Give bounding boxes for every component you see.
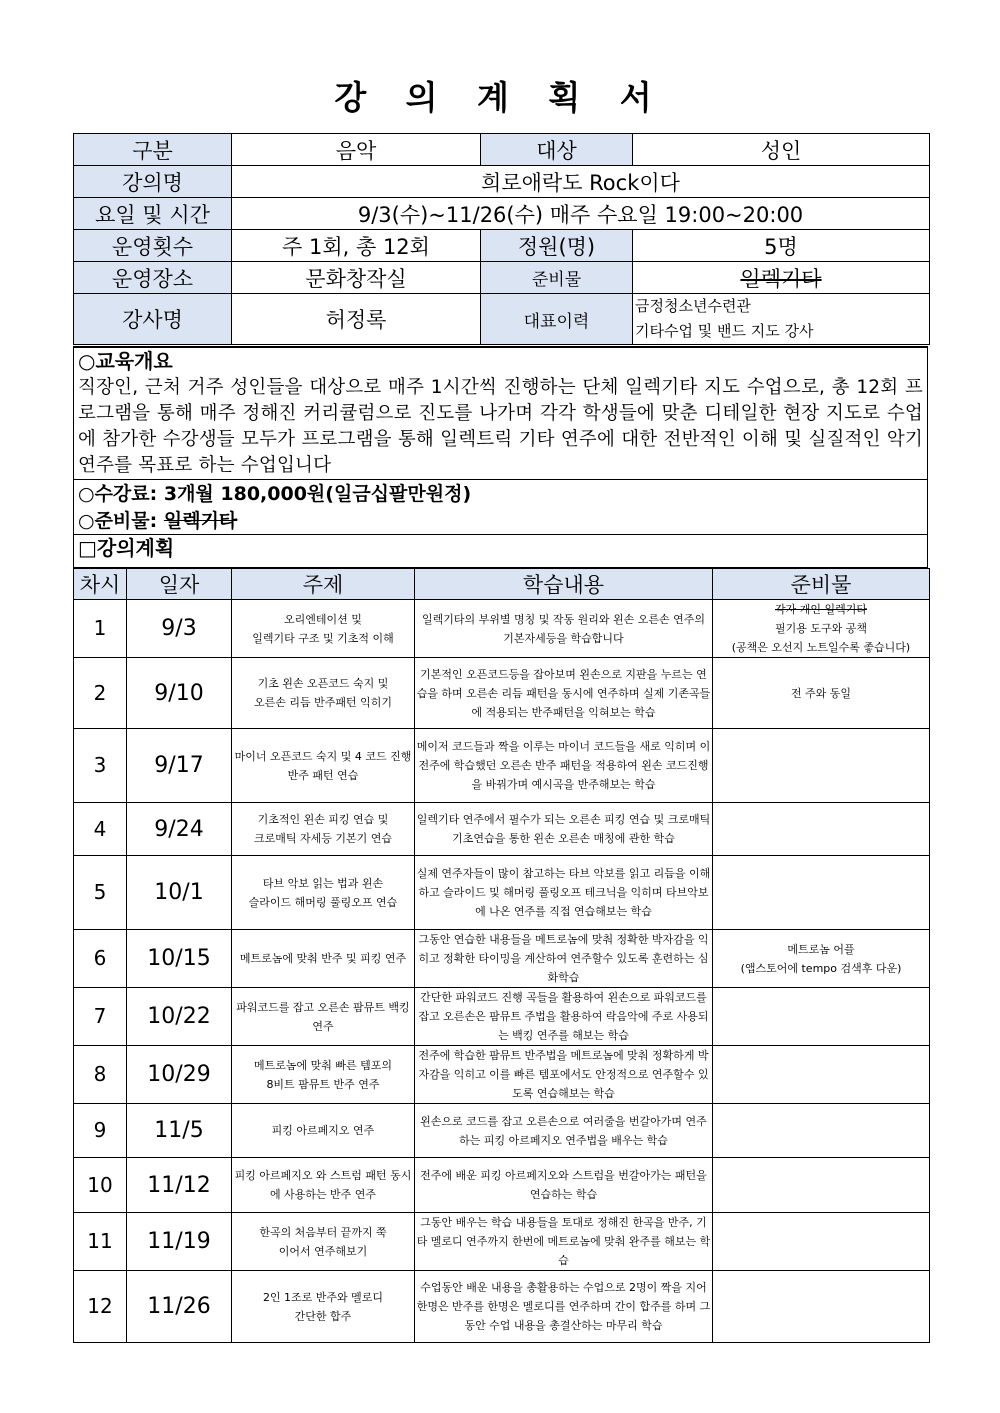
session-content: 기본적인 오픈코드등을 잡아보며 왼손으로 지판을 누르는 연습을 하며 오른손 리듬 패턴을 동시에 연주하며 실제 기존곡들에 적용되는 반주패턴을 익혀보는 학습	[415, 658, 713, 729]
plan-row	[74, 658, 930, 729]
plan-row	[74, 988, 930, 1046]
col-date: 일자	[127, 569, 232, 600]
session-supplies	[713, 1213, 930, 1271]
session-supplies	[713, 1271, 930, 1343]
session-supplies-line: 메트로놈 어플	[787, 942, 855, 956]
session-supplies	[713, 729, 930, 803]
session-topic-line: 간단한 합주	[294, 1309, 352, 1323]
session-topic-line: 타브 악보 읽는 법과 왼손	[262, 876, 384, 890]
instructor-value: 허정록	[232, 294, 481, 345]
category-value: 음악	[232, 134, 481, 166]
session-topic-line: 8비트 팜뮤트 반주 연주	[266, 1077, 380, 1091]
session-date: 11/19	[127, 1213, 232, 1271]
course-info-table	[73, 133, 930, 345]
document-title: 강 의 계 획 서	[334, 78, 666, 117]
col-content: 학습내용	[415, 569, 713, 600]
session-number: 9	[74, 1104, 127, 1158]
plan-row	[74, 1271, 930, 1343]
col-supplies: 준비물	[713, 569, 930, 600]
sessions-value: 주 1회, 총 12회	[232, 230, 481, 262]
plan-row	[74, 803, 930, 856]
session-topic	[232, 658, 415, 729]
sessions-label: 운영횟수	[74, 230, 232, 262]
supplies-note	[74, 508, 927, 534]
session-date: 10/1	[127, 856, 232, 930]
session-number: 8	[74, 1046, 127, 1104]
session-supplies	[713, 803, 930, 856]
session-date: 11/5	[127, 1104, 232, 1158]
plan-row	[74, 1158, 930, 1213]
session-number: 3	[74, 729, 127, 803]
session-supplies-line: 필기용 도구와 공책	[774, 622, 867, 635]
session-topic-line: 파워코드를 잡고 오른손 팜뮤트 백킹 연주	[236, 1000, 410, 1033]
session-topic	[232, 988, 415, 1046]
course-name-value: 희로애락도 Rock이다	[232, 166, 930, 198]
session-supplies	[713, 988, 930, 1046]
supplies-note-label: ○준비물:	[78, 510, 164, 532]
session-date: 9/17	[127, 729, 232, 803]
plan-row	[74, 1213, 930, 1271]
session-topic	[232, 1271, 415, 1343]
session-topic	[232, 1158, 415, 1213]
session-topic-line: 메트로놈에 맞춰 빠른 템포의	[253, 1058, 392, 1072]
session-topic	[232, 803, 415, 856]
session-supplies	[713, 856, 930, 930]
session-supplies	[713, 600, 930, 658]
session-date: 10/15	[127, 930, 232, 988]
overview-text: 직장인, 근처 거주 성인들을 대상으로 매주 1시간씩 진행하는 단체 일렉기타 지도 수업으로, 총 12회 프로그램을 통해 매주 정해진 커리큘럼으로 진도를 나가며 각각 학생들에 맞춘 디테일한 현장 지도로 수업에 참가한 수강생들 모두가 프로그램을 통해 일렉트릭 기타 연주에 대한 전반적인 이해 및 실질적인 악기 연주를 목표로 하는 수업입니다	[78, 377, 923, 476]
target-label: 대상	[481, 134, 633, 166]
session-supplies	[713, 1046, 930, 1104]
session-number: 7	[74, 988, 127, 1046]
session-topic-line: 2인 1조로 반주와 멜로디	[262, 1290, 384, 1304]
session-topic-line: 기초적인 왼손 피킹 연습 및	[257, 813, 389, 826]
session-topic	[232, 930, 415, 988]
session-topic-line: 마이너 오픈코드 숙지 및 4 코드 진행 반주 패턴 연습	[234, 749, 412, 782]
plan-row	[74, 1104, 930, 1158]
overview-heading: ○교육개요	[78, 349, 173, 373]
session-number: 10	[74, 1158, 127, 1213]
col-session: 차시	[74, 569, 127, 600]
session-content: 전주에 배운 피킹 아르페지오와 스트럼을 번갈아가는 패턴을 연습하는 학습	[415, 1158, 713, 1213]
session-number: 6	[74, 930, 127, 988]
session-topic-line: 슬라이드 해머링 풀링오프 연습	[248, 895, 398, 909]
session-date: 10/22	[127, 988, 232, 1046]
session-date: 9/3	[127, 600, 232, 658]
session-number: 2	[74, 658, 127, 729]
career-line-1: 금정청소년수련관	[635, 297, 751, 315]
session-supplies	[713, 1158, 930, 1213]
session-number: 12	[74, 1271, 127, 1343]
career-label: 대표이력	[481, 294, 633, 345]
session-supplies-line: (앱스토어에 tempo 검색후 다운)	[740, 961, 902, 975]
plan-heading: □강의계획	[74, 534, 927, 561]
col-topic: 주제	[232, 569, 415, 600]
session-topic-line: 피킹 아르페지오 연주	[271, 1124, 375, 1137]
capacity-value: 5명	[633, 230, 930, 262]
supplies-note-value: 일렉기타	[163, 510, 238, 532]
session-date: 11/12	[127, 1158, 232, 1213]
session-content: 그동안 배우는 학습 내용들을 토대로 정해진 한곡을 반주, 기타 멜로디 연주까지 한번에 메트로놈에 맞춰 완주를 해보는 학습	[415, 1213, 713, 1271]
session-topic-line: 기초 왼손 오픈코드 숙지 및	[257, 677, 389, 690]
session-content: 그동안 연습한 내용들을 메트로놈에 맞춰 정확한 박자감을 익히고 정확한 타이밍을 계산하여 연주할수 있도록 훈련하는 심화학습	[415, 930, 713, 988]
session-topic	[232, 600, 415, 658]
lecture-plan-table	[73, 568, 930, 1343]
session-topic-line: 오른손 리듬 반주패턴 익히기	[253, 696, 392, 709]
career-value	[633, 294, 930, 345]
session-number: 11	[74, 1213, 127, 1271]
supplies-value: 일렉기타	[633, 262, 930, 294]
category-label: 구분	[74, 134, 232, 166]
session-content: 전주에 학습한 팜뮤트 반주법을 메트로놈에 맞춰 정확하게 박자감을 익히고 이를 빠른 템포에서도 안정적으로 연주할수 있도록 연습해보는 학습	[415, 1046, 713, 1104]
venue-label: 운영장소	[74, 262, 232, 294]
session-topic	[232, 1104, 415, 1158]
session-content: 일렉기타의 부위별 명칭 및 작동 원리와 왼손 오른손 연주의 기본자세등을 학습합니다	[415, 600, 713, 658]
session-number: 5	[74, 856, 127, 930]
session-content: 왼손으로 코드를 잡고 오른손으로 여러줄을 번갈아가며 연주하는 피킹 아르페지오 연주법을 배우는 학습	[415, 1104, 713, 1158]
supplies-label: 준비물	[481, 262, 633, 294]
session-topic-line: 피킹 아르페지오 와 스트럼 패턴 동시에 사용하는 반주 연주	[234, 1169, 412, 1201]
session-date: 9/24	[127, 803, 232, 856]
session-topic-line: 이어서 연주해보기	[278, 1244, 368, 1258]
session-supplies-line: (공책은 오선지 노트일수록 좋습니다)	[731, 641, 911, 654]
course-name-label: 강의명	[74, 166, 232, 198]
session-date: 9/10	[127, 658, 232, 729]
schedule-value: 9/3(수)~11/26(수) 매주 수요일 19:00~20:00	[232, 198, 930, 230]
career-line-2: 기타수업 및 밴드 지도 강사	[635, 322, 814, 340]
session-date: 11/26	[127, 1271, 232, 1343]
session-date: 10/29	[127, 1046, 232, 1104]
session-topic	[232, 729, 415, 803]
plan-row	[74, 1046, 930, 1104]
session-number: 1	[74, 600, 127, 658]
session-content: 수업동안 배운 내용을 총활용하는 수업으로 2명이 짝을 지어 한명은 반주를 한명은 멜로디를 연주하며 간이 합주를 하며 그동안 수업 내용을 총결산하는 마무리 학습	[415, 1271, 713, 1343]
session-content: 일렉기타 연주에서 필수가 되는 오른손 피킹 연습 및 크로매틱 기초연습을 통한 왼손 오른손 매칭에 관한 학습	[415, 803, 713, 856]
overview-section	[73, 346, 928, 568]
session-topic-line: 한곡의 처음부터 끝까지 쭉	[259, 1225, 387, 1239]
tuition-fee: ○수강료: 3개월 180,000원(일금십팔만원정)	[74, 479, 927, 508]
session-topic	[232, 1046, 415, 1104]
session-supplies-line: 전 주와 동일	[790, 686, 852, 700]
plan-row	[74, 856, 930, 930]
plan-row	[74, 930, 930, 988]
session-supplies	[713, 930, 930, 988]
session-content: 메이저 코드들과 짝을 이루는 마이너 코드들을 새로 익히며 이전주에 학습했던 오른손 반주 패턴을 적용하여 왼손 코드진행을 바꿔가며 예시곡을 반주해보는 학습	[415, 729, 713, 803]
session-topic-line: 크로매틱 자세등 기본기 연습	[253, 832, 392, 845]
capacity-label: 정원(명)	[481, 230, 633, 262]
session-topic	[232, 856, 415, 930]
venue-value: 문화창작실	[232, 262, 481, 294]
session-supplies	[713, 1104, 930, 1158]
session-content: 실제 연주자들이 많이 참고하는 타브 악보를 읽고 리듬을 이해하고 슬라이드 및 해머링 풀링오프 테크닉을 익히며 타브악보에 나온 연주를 직접 연습해보는 학습	[415, 856, 713, 930]
session-supplies	[713, 658, 930, 729]
session-number: 4	[74, 803, 127, 856]
session-supplies-struck: 각자 개인 일렉기타	[774, 603, 867, 616]
plan-row	[74, 729, 930, 803]
session-topic	[232, 1213, 415, 1271]
session-topic-line: 일렉기타 구조 및 기초적 이해	[252, 631, 394, 645]
target-value: 성인	[633, 134, 930, 166]
schedule-label: 요일 및 시간	[74, 198, 232, 230]
session-topic-line: 오리엔테이션 및	[284, 612, 362, 626]
plan-row	[74, 600, 930, 658]
instructor-label: 강사명	[74, 294, 232, 345]
session-topic-line: 메트로놈에 맞춰 반주 및 피킹 연주	[239, 952, 407, 965]
session-content: 간단한 파워코드 진행 곡들을 활용하여 왼손으로 파워코드를 잡고 오른손은 팜뮤트 주법을 활용하여 락음악에 주로 사용되는 백킹 연주를 해보는 학습	[415, 988, 713, 1046]
